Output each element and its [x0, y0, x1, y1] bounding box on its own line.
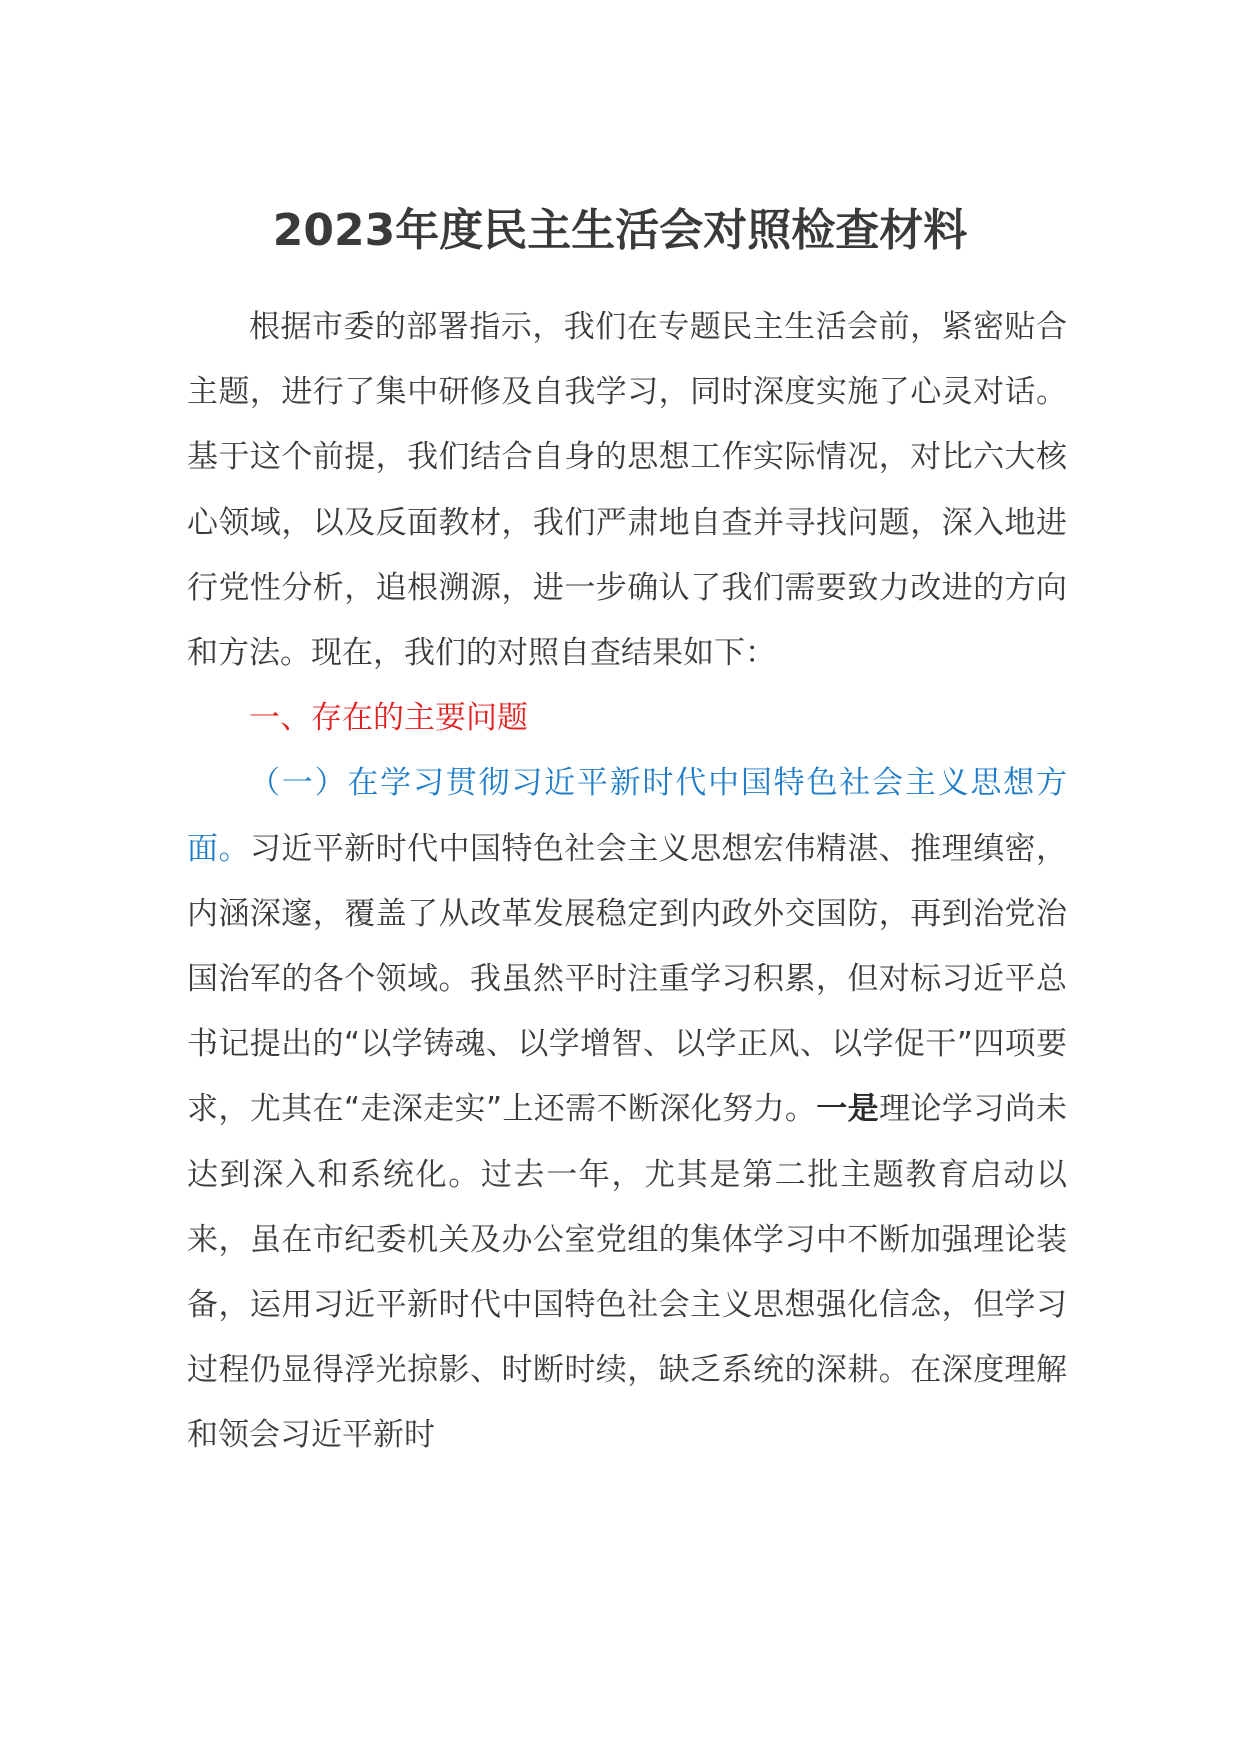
- subsection-text-a: 习近平新时代中国特色社会主义思想宏伟精湛、推理缜密，内涵深邃，覆盖了从改革发展稳定到内政外交国防，再到治党治国治军的各个领域。我虽然平时注重学习积累，但对标习近平总书记提出的“以学铸魂、以学增智、以学正风、以学促干”四项要求，尤其在“走深走实”上还需不断深化努力。: [187, 830, 1067, 1128]
- document-body: [187, 295, 1067, 1469]
- subsection-heading: （一）在学习贯彻习近平新时代中国特色社会主义思想方面。: [187, 765, 1067, 867]
- intro-paragraph: 根据市委的部署指示，我们在专题民主生活会前，紧密贴合主题，进行了集中研修及自我学习，同时深度实施了心灵对话。基于这个前提，我们结合自身的思想工作实际情况，对比六大核心领域，以及反面教材，我们严肃地自查并寻找问题，深入地进行党性分析，追根溯源，进一步确认了我们需要致力改进的方向和方法。现在，我们的对照自查结果如下：: [187, 309, 1067, 672]
- document-title: 2023年度民主生活会对照检查材料: [272, 205, 968, 256]
- subsection-text-b: 理论学习尚未达到深入和系统化。过去一年，尤其是第二批主题教育启动以来，虽在市纪委机关及办公室党组的集体学习中不断加强理论装备，运用习近平新时代中国特色社会主义思想强化信念，但学习过程仍显得浮光掠影、时断时续，缺乏系统的深耕。在深度理解和领会习近平新时: [187, 1091, 1068, 1454]
- section-heading: 一、存在的主要问题: [249, 700, 528, 737]
- subsection-paragraph: [187, 751, 1067, 1468]
- emphasis-label: 一是: [816, 1091, 880, 1128]
